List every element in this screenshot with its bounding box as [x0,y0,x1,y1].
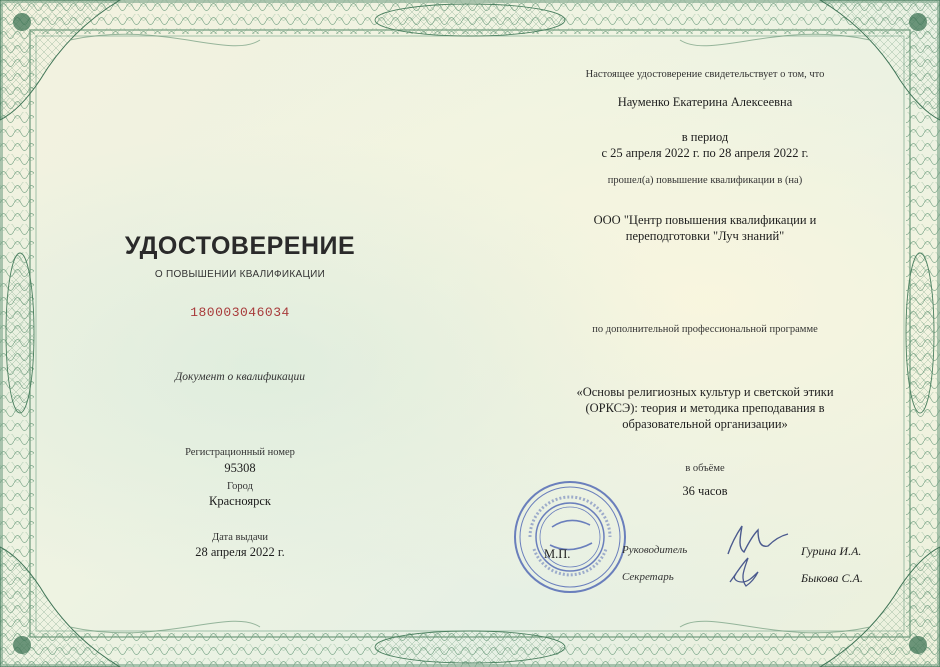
head-label: Руководитель [622,544,688,556]
issue-date-value: 28 апреля 2022 г. [195,545,285,559]
head-name: Гурина И.А. [801,544,862,558]
organization-line-2: переподготовки "Луч знаний" [625,229,785,243]
certificate-number: 180003046034 [190,305,290,320]
certificate-subtitle: О ПОВЫШЕНИИ КВАЛИФИКАЦИИ [154,269,326,280]
organization-line-1: ООО "Центр повышения квалификации и [593,213,817,227]
secretary-signature-icon [722,552,772,592]
holder-name: Науменко Екатерина Алексеевна [617,95,793,109]
registration-number: 95308 [224,461,256,475]
official-seal-icon [512,479,628,595]
seal-mark: М.П. [544,547,571,561]
secretary-name: Быкова С.А. [801,571,863,585]
period-value: с 25 апреля 2022 г. по 28 апреля 2022 г. [601,146,809,160]
city-label: Город [227,481,253,492]
registration-label: Регистрационный номер [185,447,295,458]
period-label: в период [681,130,729,144]
program-label: по дополнительной профессиональной программе [592,324,818,335]
certificate-title: УДОСТОВЕРЕНИЕ [124,232,356,260]
volume-value: 36 часов [682,484,728,498]
program-line-3: образовательной организации» [622,417,788,431]
passed-text: прошел(а) повышение квалификации в (на) [607,175,803,186]
secretary-label: Секретарь [622,571,674,583]
document-type: Документ о квалификации [174,371,306,383]
program-line-1: «Основы религиозных культур и светской этики [576,385,834,399]
issue-date-label: Дата выдачи [211,532,269,543]
volume-label: в объёме [685,463,725,474]
program-line-2: (ОРКСЭ): теория и методика преподавания в [585,401,825,415]
intro-text: Настоящее удостоверение свидетельствует о том, что [585,69,825,80]
city-value: Красноярск [208,494,271,508]
